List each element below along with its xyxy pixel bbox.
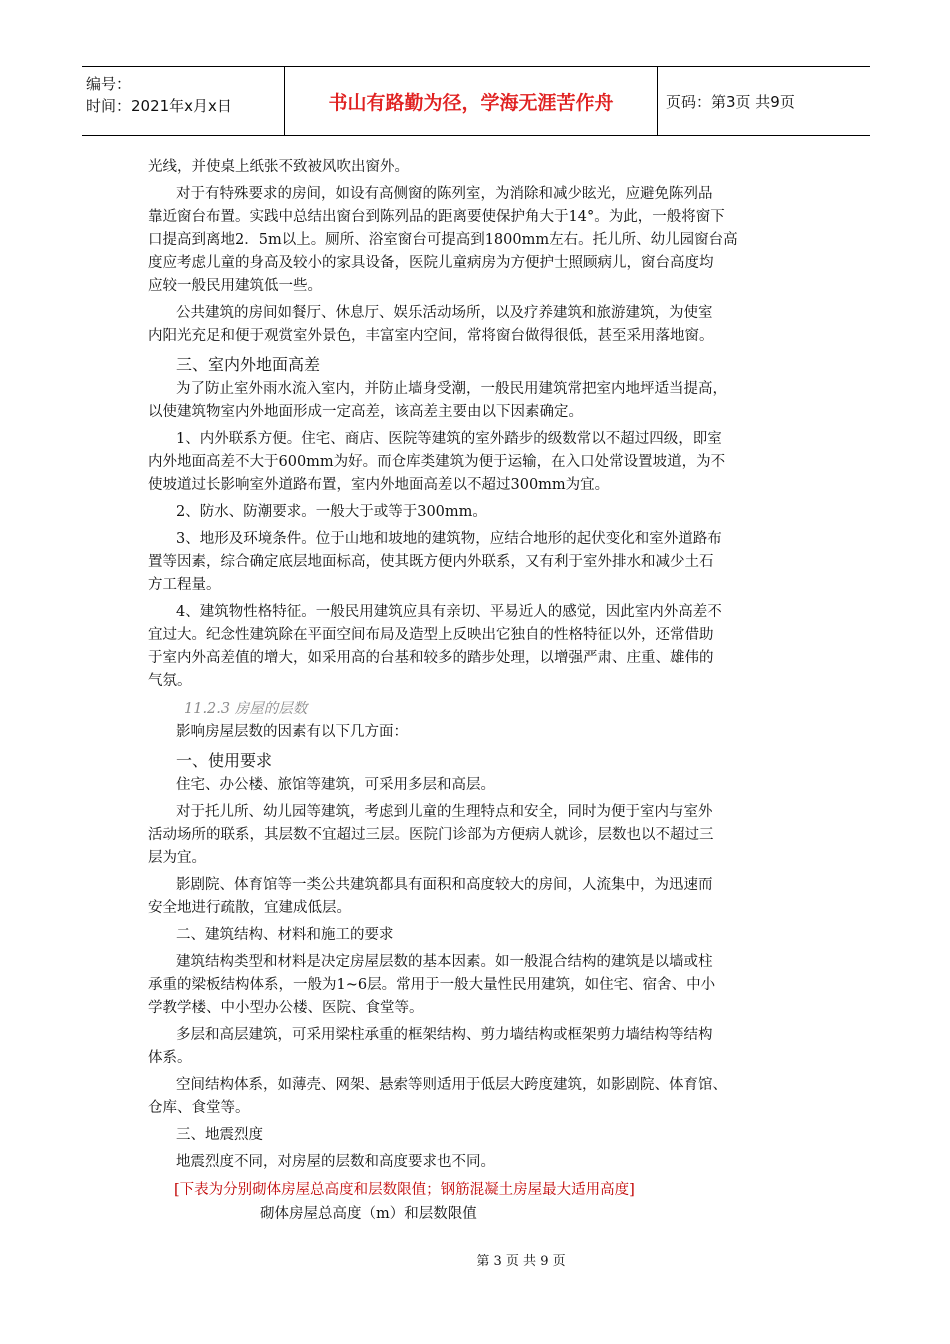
document-body [148, 156, 804, 1226]
paragraph: 光线，并使桌上纸张不致被风吹出窗外。 [148, 159, 409, 175]
paragraph-glare: 对于有特殊要求的房间，如设有高侧窗的陈列室，为消除和减少眩光，应避免陈列品 靠近窗台布置。实践中总结出窗台到陈列品的距离要使保护角大于14°。为此，一般将窗下 口提高到离地2．5m以上。厕所、浴室窗台可提高到1800mm左右。托儿所、幼儿园窗台高 度应考虑儿童的身高及较小的家具设备，医院儿童病房为方便护士照顾病儿，窗台高度均 应较一般民用建筑低一些。 [148, 186, 738, 294]
paragraph-structure-type: 建筑结构类型和材料是决定房屋层数的基本因素。如一般混合结构的建筑是以墙或柱 承重的梁板结构体系，一般为1~6层。常用于一般大量性民用建筑，如住宅、宿舍、中小 学教学楼、中小型办公楼、医院、食堂等。 [148, 954, 716, 1016]
heading-seismic: 三、地震烈度 [176, 1127, 263, 1143]
paragraph-height-diff: 为了防止室外雨水流入室内，并防止墙身受潮，一般民用建筑常把室内地坪适当提高， 以使建筑物室内外地面形成一定高差，该高差主要由以下因素确定。 [148, 381, 727, 420]
paragraph-item-3: 3、地形及环境条件。位于山地和坡地的建筑物，应结合地形的起伏变化和室外道路布 置等因素，综合确定底层地面标高，使其既方便内外联系，又有利于室外排水和减少土石 方工程量。 [148, 531, 722, 593]
paragraph-item-2: 2、防水、防潮要求。一般大于或等于300mm。 [176, 504, 487, 520]
paragraph: 地震烈度不同，对房屋的层数和高度要求也不同。 [176, 1154, 495, 1170]
number-label: 编号： [86, 75, 132, 93]
heading-floor-height: 三、室内外地面高差 [176, 355, 321, 374]
heading-structure: 二、建筑结构、材料和施工的要求 [176, 927, 394, 943]
page-info: 页码：第3页 共9页 [666, 92, 795, 111]
page-footer: 第 3 页 共 9 页 [476, 1254, 566, 1269]
motto: 书山有路勤为径，学海无涯苦作舟 [284, 67, 658, 135]
paragraph-theater: 影剧院、体育馆等一类公共建筑都具有面积和高度较大的房间，人流集中，为迅速而 安全地进行疏散，宜建成低层。 [148, 877, 713, 916]
red-note: [下表为分别砌体房屋总高度和层数限值；钢筋混凝土房屋最大适用高度] [174, 1182, 635, 1198]
paragraph-public: 公共建筑的房间如餐厅、休息厅、娱乐活动场所，以及疗养建筑和旅游建筑，为使室 内阳光充足和便于观赏室外景色，丰富室内空间，常将窗台做得很低，甚至采用落地窗。 [148, 305, 714, 344]
paragraph-space-structure: 空间结构体系，如薄壳、网架、悬索等则适用于低层大跨度建筑，如影剧院、体育馆、 仓库、食堂等。 [148, 1077, 727, 1116]
heading-usage: 一、使用要求 [176, 751, 273, 770]
paragraph-highrise: 多层和高层建筑，可采用梁柱承重的框架结构、剪力墙结构或框架剪力墙结构等结构 体系。 [148, 1027, 713, 1066]
header-table [82, 66, 870, 136]
paragraph: 住宅、办公楼、旅馆等建筑，可采用多层和高层。 [176, 777, 495, 793]
paragraph-item-1: 1、内外联系方便。住宅、商店、医院等建筑的室外踏步的级数常以不超过四级，即室 内外地面高差不大于600mm为好。而仓库类建筑为便于运输，在入口处常设置坡道，为不 使坡道过长影响室外道路布置，室内外地面高差以不超过300mm为宜。 [148, 431, 726, 493]
paragraph-item-4: 4、建筑物性格特征。一般民用建筑应具有亲切、平易近人的感觉，因此室内外高差不 宜过大。纪念性建筑除在平面空间布局及造型上反映出它独自的性格特征以外，还常借助 于室内外高差值的增大，如采用高的台基和较多的踏步处理，以增强严肃、庄重、雄伟的 气氛。 [148, 604, 722, 689]
section-heading: 11.2.3 房屋的层数 [184, 701, 308, 717]
date-line: 时间：2021年x月x日 [86, 97, 232, 115]
table-caption: 砌体房屋总高度（m）和层数限值 [260, 1206, 477, 1222]
header-meta [82, 67, 284, 135]
paragraph-kindergarten: 对于托儿所、幼儿园等建筑，考虑到儿童的生理特点和安全，同时为便于室内与室外 活动场所的联系，其层数不宜超过三层。医院门诊部为方便病人就诊，层数也以不超过三 层为宜。 [148, 804, 714, 866]
paragraph: 影响房屋层数的因素有以下几方面： [176, 724, 408, 740]
